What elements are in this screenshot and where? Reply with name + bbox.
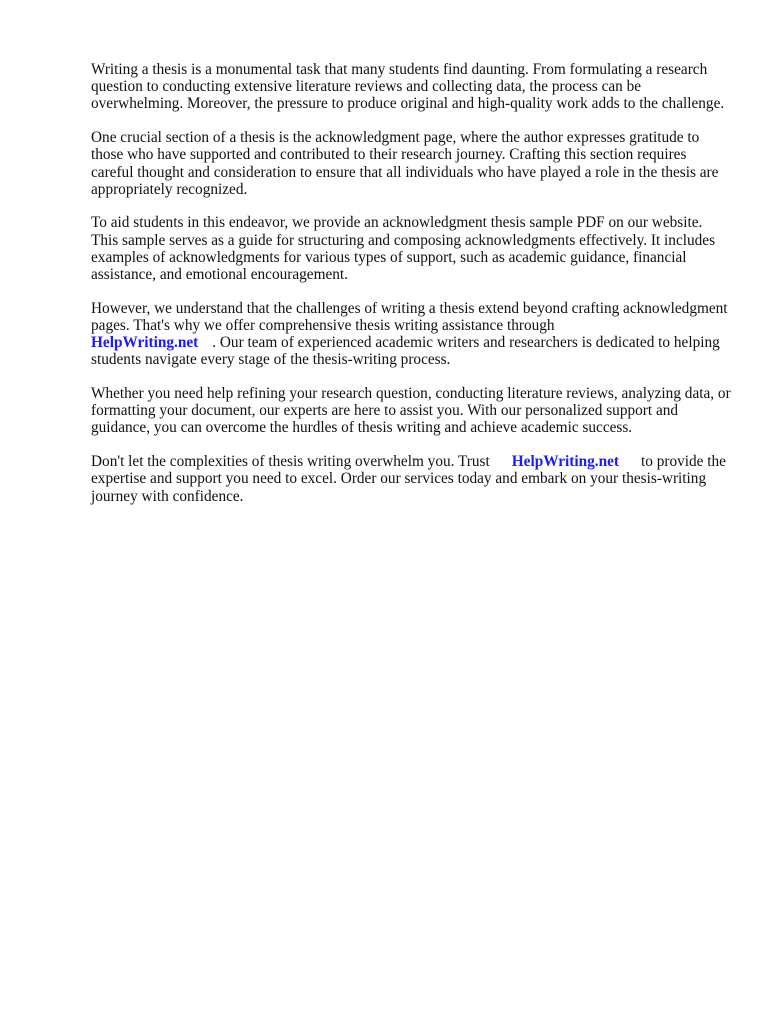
paragraph-assistance-text-before: However, we understand that the challenges of writing a thesis extend beyond crafting acknowledgment pages. That's why we offer comprehensive thesis writing assistance through: [91, 299, 728, 334]
paragraph-help-areas: Whether you need help refining your research question, conducting literature reviews, analyzing data, or formatting your document, our experts are here to assist you. With our personalized support and guidance, you can overcome the hurdles of thesis writing and achieve academic success.: [91, 385, 731, 437]
paragraph-cta-text-after: to provide the expertise and support you need to excel. Order our services today and embark on your thesis-writing journey with confidence.: [91, 453, 726, 505]
paragraph-call-to-action: [91, 453, 731, 505]
paragraph-acknowledgment-section: One crucial section of a thesis is the acknowledgment page, where the author expresses gratitude to those who have supported and contributed to their research journey. Crafting this section requires careful thought and consideration to ensure that all individuals who have played a role in the thesis are appropriately recognized.: [91, 129, 719, 198]
paragraph-assistance: [91, 300, 731, 369]
paragraph-cta-text-before: Don't let the complexities of thesis writing overwhelm you. Trust: [91, 453, 490, 471]
paragraph-assistance-text-after: . Our team of experienced academic writers and researchers is dedicated to helping students navigate every stage of the thesis-writing process.: [91, 334, 720, 369]
helpwriting-link-2[interactable]: HelpWriting.net: [511, 453, 619, 471]
paragraph-intro: Writing a thesis is a monumental task that many students find daunting. From formulating a research question to conducting extensive literature reviews and collecting data, the process can be overwhelming. Moreover, the pressure to produce original and high-quality work adds to the challenge.: [91, 61, 725, 113]
paragraph-sample-pdf: To aid students in this endeavor, we provide an acknowledgment thesis sample PDF on our website. This sample serves as a guide for structuring and composing acknowledgments effectively. It includes examples of acknowledgments for various types of support, such as academic guidance, financial assistance, and emotional encouragement.: [91, 214, 716, 284]
document-page: [91, 61, 731, 521]
helpwriting-link-1[interactable]: HelpWriting.net: [91, 334, 199, 352]
